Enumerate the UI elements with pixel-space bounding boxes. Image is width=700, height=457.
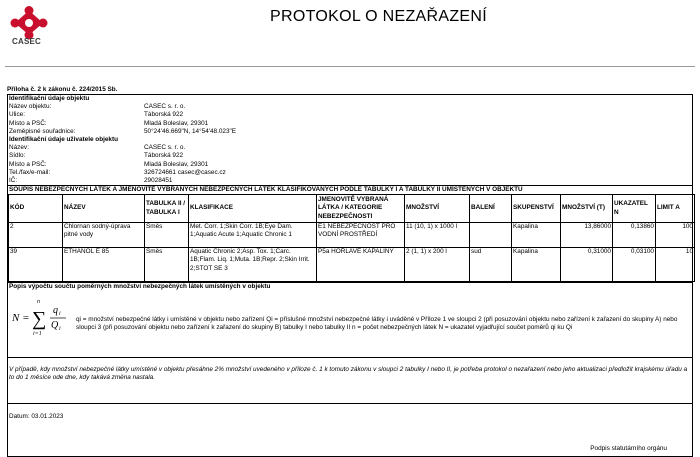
cell: Aquatic Chronic 2;Asp. Tox. 1;Carc. 1B;Flam. Liq. 1;Muta. 1B;Repr. 2;Skin Irrit. 2;STOT SE 3 bbox=[189, 248, 317, 282]
field-label: IČ: bbox=[9, 176, 18, 184]
cell: 0,31000 bbox=[561, 248, 613, 282]
cell: sud bbox=[470, 248, 512, 282]
calculation-section bbox=[8, 282, 692, 357]
field-label: Sídlo: bbox=[9, 152, 26, 160]
col-header: LIMIT A bbox=[656, 195, 695, 223]
cell: 2 bbox=[9, 223, 63, 248]
col-header: MNOŽSTVÍ bbox=[405, 195, 470, 223]
protocol-date: Datum: 03.01.2023 bbox=[9, 413, 64, 421]
cell: Met. Corr. 1;Skin Corr. 1B;Eye Dam. 1;Aquatic Acute 1;Aquatic Chronic 1 bbox=[189, 223, 317, 248]
page-title: PROTOKOL O NEZAŘAZENÍ bbox=[270, 8, 488, 25]
col-header: KÓD bbox=[9, 195, 63, 223]
user-row bbox=[8, 152, 692, 160]
cell: Směs bbox=[145, 248, 189, 282]
object-row bbox=[8, 103, 692, 111]
cell: 39 bbox=[9, 248, 63, 282]
cell: 13,86000 bbox=[561, 223, 613, 248]
numerator-subscript: i bbox=[59, 311, 61, 318]
field-value: 50°24'46.669"N, 14°54'48.023"E bbox=[144, 127, 237, 135]
annex-reference: Příloha č. 2 k zákonu č. 224/2015 Sb. bbox=[7, 86, 118, 93]
calculation-heading: Popis výpočtu součtu poměrných množství nebezpečných látek umístěných v objektu bbox=[9, 283, 271, 291]
sum-lower-limit: i=1 bbox=[33, 331, 42, 338]
logo-text: CASEC bbox=[12, 37, 42, 46]
protocol-document bbox=[7, 86, 693, 457]
field-value: CASEC s. r. o. bbox=[144, 103, 186, 111]
object-section bbox=[8, 95, 692, 136]
formula-lhs: N = bbox=[12, 312, 30, 325]
field-label: Místo a PSČ: bbox=[9, 119, 47, 127]
field-value: Táborská 922 bbox=[144, 111, 184, 119]
cell: Kapalina bbox=[512, 248, 561, 282]
logo-mark bbox=[11, 6, 48, 40]
field-value: Táborská 922 bbox=[144, 152, 184, 160]
field-label: Název objektu: bbox=[9, 103, 52, 111]
sum-formula bbox=[10, 295, 70, 339]
field-value: Mladá Boleslav, 29301 bbox=[144, 119, 209, 127]
field-value: CASEC s. r. o. bbox=[144, 144, 186, 152]
signature-label: Podpis statutárního orgánu bbox=[590, 445, 667, 453]
field-label: Název: bbox=[9, 144, 29, 152]
field-label: Ulice: bbox=[9, 111, 25, 119]
col-header: JMENOVITĚ VYBRANÁ LÁTKA / KATEGORIE NEBEZPEČNOSTI bbox=[317, 195, 405, 223]
cell: 100 bbox=[656, 223, 695, 248]
user-heading: Identifikační údaje uživatele objektu bbox=[9, 135, 119, 143]
object-row bbox=[8, 128, 692, 136]
field-value: 29028451 bbox=[144, 176, 173, 184]
fraction-numerator: q bbox=[53, 305, 58, 317]
cell: 2 (1, 1) x 200 l bbox=[405, 248, 470, 282]
object-row bbox=[8, 120, 692, 128]
object-heading: Identifikační údaje objektu bbox=[9, 95, 90, 102]
cell: ETHANOL E 85 bbox=[63, 248, 145, 282]
col-header: BALENÍ bbox=[470, 195, 512, 223]
field-label: Místo a PSČ: bbox=[9, 160, 47, 168]
col-header: UKAZATEL N bbox=[613, 195, 656, 223]
cell: Chlornan sodný-úprava pitné vody bbox=[63, 223, 145, 248]
col-header: MNOŽSTVÍ (T) bbox=[561, 195, 613, 223]
col-header: NÁZEV bbox=[63, 195, 145, 223]
cell: P5a HOŘLAVÉ KAPALINY bbox=[317, 248, 405, 282]
field-label: Zeměpisné souřadnice: bbox=[9, 127, 76, 135]
user-row bbox=[8, 177, 692, 185]
col-header: KLASIFIKACE bbox=[189, 195, 317, 223]
field-label: Tel./fax/e-mail: bbox=[9, 168, 51, 176]
notice-text: V případě, kdy množství nebezpečné látky umístěné v objektu přesáhne 2% množství uvedeného v příloze č. 1 k tomuto zákonu v sloupci 2 tabulky I nebo II, je potřeba protokol o nezařazení nebo jeho aktualizaci předložit krajskému úřadu a to do 1 měsíce ode dne, kdy takává změna nastala. bbox=[8, 357, 692, 403]
cell bbox=[470, 223, 512, 248]
denominator-subscript: i bbox=[59, 326, 61, 333]
col-header: SKUPENSTVÍ bbox=[512, 195, 561, 223]
object-row bbox=[8, 111, 692, 119]
user-section bbox=[8, 136, 692, 185]
cell: Kapalina bbox=[512, 223, 561, 248]
sum-upper-limit: n bbox=[37, 299, 40, 306]
field-value: Mladá Boleslav, 29301 bbox=[144, 160, 209, 168]
table-header-row bbox=[9, 195, 695, 223]
cell: 10 bbox=[656, 248, 695, 282]
fraction-denominator: Q bbox=[51, 320, 59, 332]
col-header: TABULKA II / TABULKA I bbox=[145, 195, 189, 223]
user-row bbox=[8, 169, 692, 177]
cell: 11 (10, 1) x 1000 l bbox=[405, 223, 470, 248]
date-section bbox=[8, 403, 692, 456]
header-divider bbox=[5, 66, 695, 67]
protocol-form bbox=[7, 94, 693, 457]
cell: 0,03100 bbox=[613, 248, 656, 282]
table-row bbox=[9, 248, 695, 282]
substances-table bbox=[8, 194, 695, 282]
cell: 0,13860 bbox=[613, 223, 656, 248]
user-row bbox=[8, 144, 692, 152]
user-row bbox=[8, 161, 692, 169]
cell: Směs bbox=[145, 223, 189, 248]
calculation-description: qi = množství nebezpečné látky i umístěné v objektu nebo zařízení Qi = příslušné množství nebezpečné látky i uváděné v Příloze 1 ve sloupci 2 (při posuzování objektu nebo zařízení k zařazení do skupiny A) nebo sloupci 3 (při posuzování objektu nebo zařízení k zařazení do skupiny B) tabulky I nebo tabulky II n = počet nebezpečných látek N = ukazatel vyjadřující součet poměrů qi ku Qi bbox=[76, 316, 678, 332]
substances-heading: SOUPIS NEBEZPEČNÝCH LÁTEK A JMENOVITĚ VYBRANÝCH NEBEZPEČNÝCH LÁTEK KLASIFIKOVANÝCH PODLE TABULKY I A TABULKY II UMÍSTĚNÝCH V OBJEKTU bbox=[8, 185, 692, 194]
table-row bbox=[9, 223, 695, 248]
cell: E1 NEBEZPEČNOST PRO VODNÍ PROSTŘEDÍ bbox=[317, 223, 405, 248]
sigma-symbol: ∑ bbox=[32, 308, 47, 331]
field-value: 326724661 casec@casec.cz bbox=[144, 168, 226, 176]
